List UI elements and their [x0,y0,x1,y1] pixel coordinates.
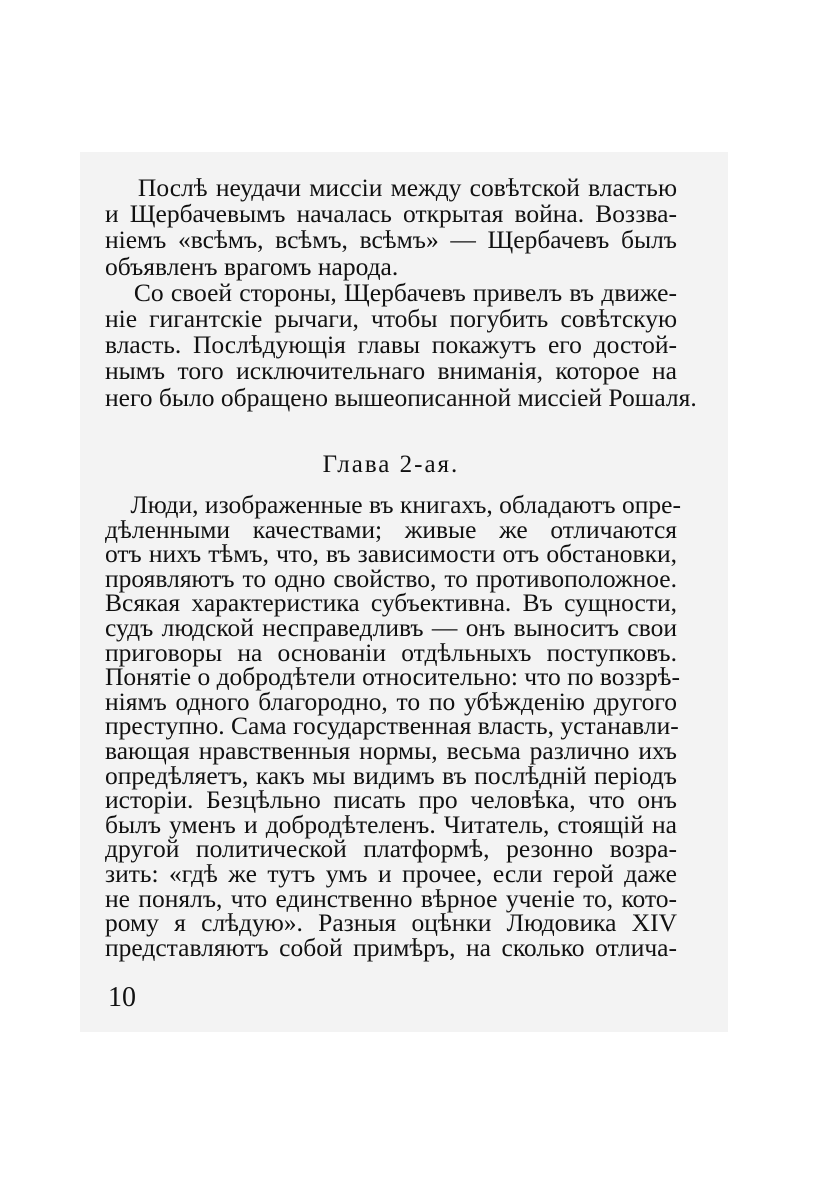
paragraph3-line-11: вающая нравственныя нормы, весьма различно ихъ [105,735,677,765]
paragraph2-line-1: Со своей стороны, Щербачевъ привелъ въ движе- [105,277,677,307]
paragraph3-line-7: приговоры на основаніи отдѣльныхъ поступковъ. [105,637,677,667]
intro-text-block [105,173,697,412]
paragraph3-line-1: Люди, изображенные въ книгахъ, обладаютъ опре- [105,490,681,519]
paragraph1-line-1: Послѣ неудачи миссіи между совѣтской властью [105,173,677,202]
paragraph3-line-19: представляютъ собой примѣръ, на сколько отлича- [105,932,677,962]
paragraph3-line-4: проявляютъ то одно свойство, то противоположное. [105,563,677,593]
paragraph3-line-5: Всякая характеристика субъективна. Въ сущности, [105,588,677,618]
paragraph1-line-4: объявленъ врагомъ народа. [105,251,399,281]
chapter-title: Глава 2-ая. [322,451,460,478]
paragraph3-line-18: рому я слѣдую». Разныя оцѣнки Людовика XIV [105,908,677,938]
paragraph3-line-6: судъ людской несправедливъ — онъ выноситъ свои [105,612,677,642]
paragraph1-line-2: и Щербачевымъ началась открытая война. Воззва- [105,199,677,229]
paragraph3-line-12: опредѣляетъ, какъ мы видимъ въ послѣдній періодъ [105,760,677,790]
paragraph3-line-2: дѣленными качествами; живые же отличаются [105,514,677,544]
chapter-text-block [105,490,681,962]
paragraph3-line-14: былъ уменъ и добродѣтеленъ. Читатель, стоящій на [105,809,677,839]
paragraph3-line-3: отъ нихъ тѣмъ, что, въ зависимости отъ обстановки, [105,539,677,569]
paragraph2-line-5: него было обращено вышеописанной миссіей Рошаля. [105,382,697,412]
paragraph2-line-2: ніе гигантскіе рычаги, чтобы погубить совѣтскую [105,303,677,333]
paragraph1-line-3: ніемъ «всѣмъ, всѣмъ, всѣмъ» — Щербачевъ былъ [105,225,677,255]
paragraph3-line-15: другой политической платформѣ, резонно возра- [105,834,677,864]
paragraph3-line-8: Понятіе о добродѣтели относительно: что по воззрѣ- [105,662,680,692]
paragraph2-line-4: нымъ того исключительнаго вниманія, которое на [105,356,677,386]
paragraph3-line-17: не понялъ, что единственно вѣрное ученіе то, кото- [105,883,677,913]
page-number: 10 [108,982,136,1013]
paragraph3-line-10: преступно. Сама государственная власть, устанавли- [105,711,679,741]
paragraph3-line-13: исторіи. Безцѣльно писать про человѣка, что онъ [105,785,677,815]
paragraph3-line-9: ніямъ одного благородно, то по убѣжденію другого [105,686,677,716]
paragraph2-line-3: власть. Послѣдующія главы покажутъ его достой- [105,330,677,360]
paragraph3-line-16: зить: «гдѣ же тутъ умъ и прочее, если герой даже [105,858,677,888]
